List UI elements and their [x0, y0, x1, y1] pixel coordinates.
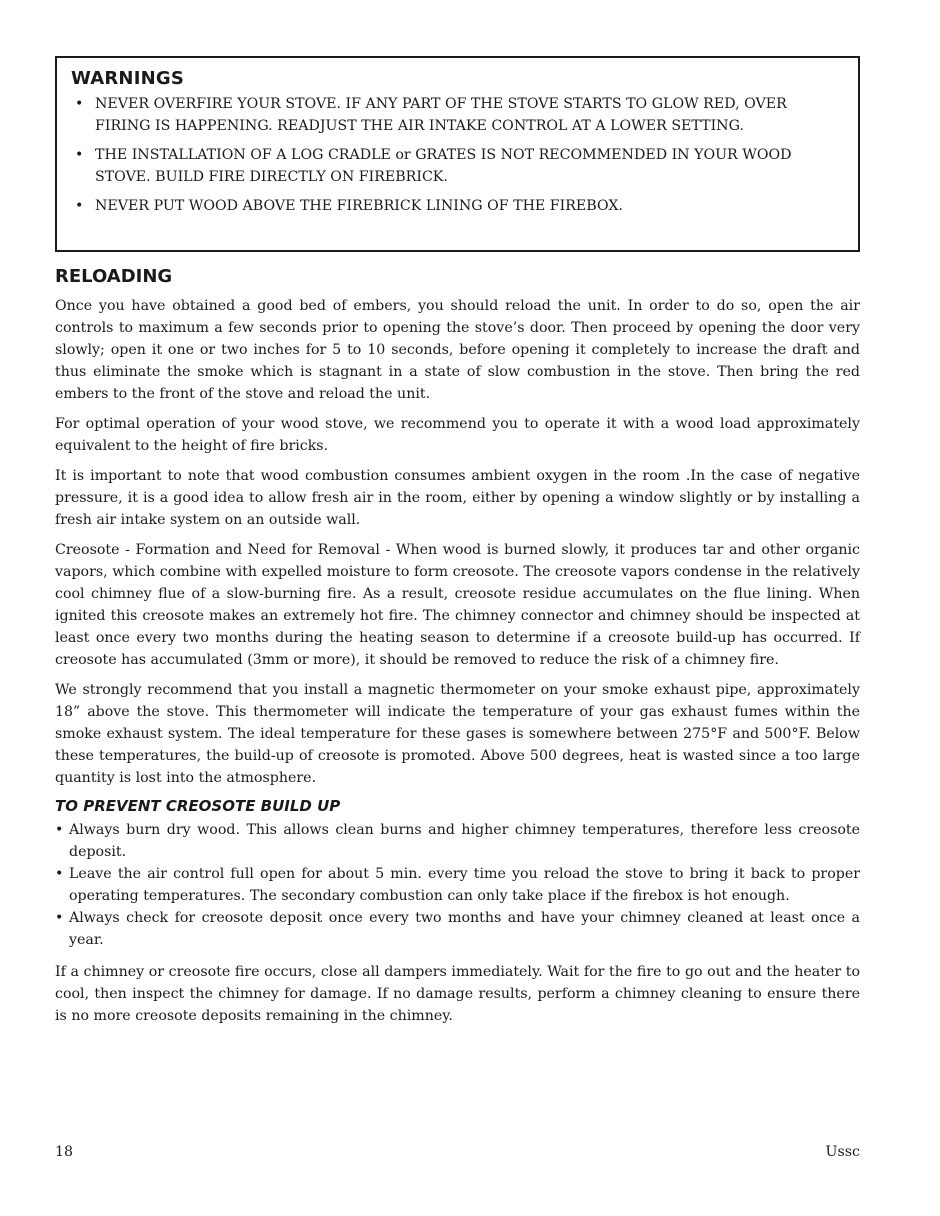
footer-brand: Ussc	[825, 1144, 860, 1160]
warning-item: • NEVER PUT WOOD ABOVE THE FIREBRICK LINING OF THE FIREBOX.	[71, 195, 844, 217]
warnings-box	[55, 56, 860, 252]
prevent-item: • Always burn dry wood. This allows clean burns and higher chimney temperatures, therefore less creosote deposit.	[55, 819, 860, 863]
chimney-fire-paragraph: If a chimney or creosote fire occurs, close all dampers immediately. Wait for the fire to go out and the heater to cool, then inspect the chimney for damage. If no damage results, perform a chimney cleaning to ensure there is no more creosote deposits remaining in the chimney.	[55, 964, 860, 1024]
prevent-item: • Always check for creosote deposit once every two months and have your chimney cleaned at least once a year.	[55, 907, 860, 951]
page-content	[55, 56, 860, 1035]
warning-item: • THE INSTALLATION OF A LOG CRADLE or GRATES IS NOT RECOMMENDED IN YOUR WOOD STOVE. BUILD FIRE DIRECTLY ON FIREBRICK.	[71, 144, 844, 188]
creosote-paragraph: Creosote - Formation and Need for Removal - When wood is burned slowly, it produces tar and other organic vapors, which combine with expelled moisture to form creosote. The creosote vapors condense in the relatively cool chimney flue of a slow-burning fire. As a result, creosote residue accumulates on the flue lining. When ignited this creosote makes an extremely hot fire. The chimney connector and chimney should be inspected at least once every two months during the heating season to determine if a creosote build-up has occurred. If creosote has accumulated (3mm or more), it should be removed to reduce the risk of a chimney fire.	[55, 542, 860, 668]
prevent-list	[55, 819, 860, 951]
reloading-heading: RELOADING	[55, 266, 173, 287]
warning-item: • NEVER OVERFIRE YOUR STOVE. IF ANY PART OF THE STOVE STARTS TO GLOW RED, OVER FIRING IS HAPPENING. READJUST THE AIR INTAKE CONTROL AT A LOWER SETTING.	[71, 93, 844, 137]
reloading-paragraph: Once you have obtained a good bed of embers, you should reload the unit. In order to do so, open the air controls to maximum a few seconds prior to opening the stove’s door. Then proceed by opening the door very slowly; open it one or two inches for 5 to 10 seconds, before opening it completely to increase the draft and thus eliminate the smoke which is stagnant in a state of slow combustion in the stove. Then bring the red embers to the front of the stove and reload the unit.	[55, 298, 860, 402]
warnings-heading: WARNINGS	[71, 68, 185, 89]
prevent-creosote-heading: TO PREVENT CREOSOTE BUILD UP	[55, 797, 341, 815]
reloading-paragraph: For optimal operation of your wood stove, we recommend you to operate it with a wood load approximately equivalent to the height of fire bricks.	[55, 416, 860, 454]
prevent-item: • Leave the air control full open for about 5 min. every time you reload the stove to bring it back to proper operating temperatures. The secondary combustion can only take place if the firebox is hot enough.	[55, 863, 860, 907]
page-number: 18	[55, 1144, 74, 1160]
warnings-list	[71, 93, 844, 217]
page-footer	[55, 1144, 860, 1160]
thermometer-paragraph: We strongly recommend that you install a magnetic thermometer on your smoke exhaust pipe, approximately 18” above the stove. This thermometer will indicate the temperature of your gas exhaust fumes within the smoke exhaust system. The ideal temperature for these gases is somewhere between 275°F and 500°F. Below these temperatures, the build-up of creosote is promoted. Above 500 degrees, heat is wasted since a too large quantity is lost into the atmosphere.	[55, 682, 860, 786]
reloading-paragraph: It is important to note that wood combustion consumes ambient oxygen in the room .In the case of negative pressure, it is a good idea to allow fresh air in the room, either by opening a window slightly or by installing a fresh air intake system on an outside wall.	[55, 468, 860, 528]
